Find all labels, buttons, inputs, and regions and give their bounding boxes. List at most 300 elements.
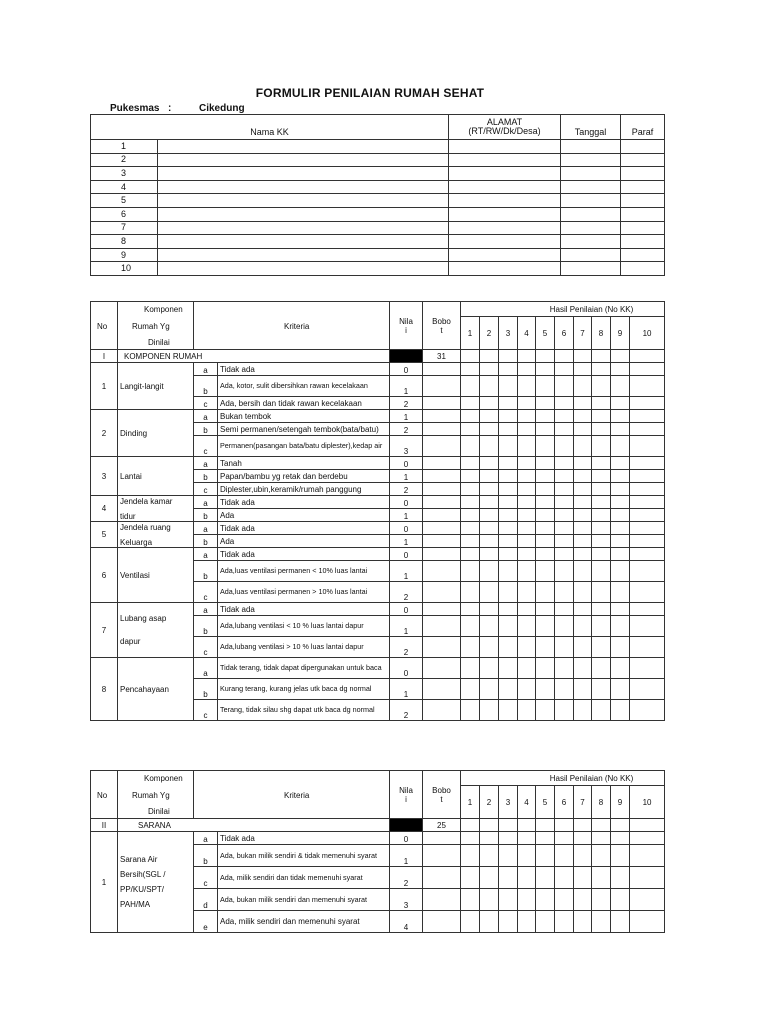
criteria-text: Semi permanen/setengah tembok(bata/batu) [218,423,390,436]
nama-kk-cell [158,180,449,194]
score-cell [480,845,499,867]
score-cell [480,867,499,889]
score-cell [536,496,555,509]
puskesmas-separator: : [168,103,172,114]
score-cell [555,867,574,889]
bobot-cell [423,582,461,603]
score-cell [480,423,499,436]
score-cell [574,423,592,436]
kk-column-header: 4 [518,317,536,350]
household-row [91,140,665,154]
household-header-row [91,115,665,140]
score-cell [480,548,499,561]
score-cell [611,483,630,496]
komponen-header: Komponen [118,302,194,317]
score-cell [518,889,536,911]
score-cell [480,376,499,397]
nama-kk-cell [158,221,449,235]
score-cell [499,509,518,522]
bobot-cell [423,845,461,867]
section-nilai-blank [390,819,423,832]
alamat-header-line1: ALAMAT [486,117,523,127]
score-cell [499,548,518,561]
household-row-number: 1 [91,140,158,154]
score-cell [592,376,611,397]
bobot-cell [423,410,461,423]
score-cell [592,548,611,561]
criteria-nilai: 1 [390,845,423,867]
score-cell [555,889,574,911]
score-cell [518,832,536,845]
nama-kk-header: Nama KK [91,115,449,140]
score-cell [518,603,536,616]
criteria-letter: b [194,509,218,522]
score-cell [574,496,592,509]
bobot-cell [423,423,461,436]
score-cell [611,509,630,522]
score-cell [518,483,536,496]
household-row [91,221,665,235]
kk-column-header: 3 [499,317,518,350]
bobot-header-line2: t [440,795,443,804]
bobot-cell [423,911,461,933]
score-cell [536,582,555,603]
nilai-header [390,786,423,805]
kk-column-header: 3 [499,786,518,819]
score-cell [518,410,536,423]
item-name [118,496,194,522]
score-cell [630,350,665,363]
criteria-letter: c [194,397,218,410]
criteria-text: Ada, milik sendiri dan memenuhi syarat [218,911,390,933]
score-cell [555,457,574,470]
kk-column-header: 6 [555,786,574,819]
score-cell [461,819,480,832]
household-row [91,180,665,194]
score-cell [536,603,555,616]
alamat-cell [449,235,561,249]
score-cell [555,561,574,582]
score-cell [480,509,499,522]
section-number: I [91,350,118,363]
score-cell [630,457,665,470]
paraf-cell [621,221,665,235]
tanggal-cell [561,167,621,181]
bobot-cell [423,457,461,470]
score-cell [574,363,592,376]
score-cell [555,397,574,410]
score-cell [630,535,665,548]
score-cell [536,470,555,483]
score-cell [499,700,518,721]
criteria-text: Tidak ada [218,548,390,561]
bobot-cell [423,889,461,911]
criteria-text: Ada,luas ventilasi permanen > 10% luas lantai [218,582,390,603]
score-cell [574,561,592,582]
score-cell [499,832,518,845]
section-nilai-blank [390,350,423,363]
score-cell [574,867,592,889]
score-cell [499,561,518,582]
item-name: Lantai [118,457,194,496]
criteria-row [91,548,665,561]
kk-column-header: 2 [480,786,499,819]
criteria-letter: a [194,603,218,616]
nama-kk-cell [158,248,449,262]
nilai-header-top [390,771,423,786]
score-cell [499,911,518,933]
score-cell [592,410,611,423]
score-cell [518,535,536,548]
score-cell [461,658,480,679]
kriteria-header-bottom [194,805,390,819]
score-cell [574,616,592,637]
score-cell [592,637,611,658]
bobot-cell [423,548,461,561]
score-cell [592,350,611,363]
bobot-cell [423,637,461,658]
score-cell [536,658,555,679]
score-cell [555,509,574,522]
score-cell [518,658,536,679]
household-row-number: 3 [91,167,158,181]
score-cell [630,889,665,911]
criteria-text: Ada [218,535,390,548]
score-cell [592,509,611,522]
paraf-header: Paraf [621,115,665,140]
household-row [91,207,665,221]
score-cell [499,603,518,616]
score-cell [461,470,480,483]
household-row-number: 8 [91,235,158,249]
item-name-line1: Jendela ruang [120,522,171,532]
score-cell [480,363,499,376]
paraf-cell [621,248,665,262]
kk-column-header: 6 [555,317,574,350]
criteria-nilai: 0 [390,603,423,616]
criteria-nilai: 0 [390,363,423,376]
criteria-row [91,457,665,470]
kriteria-header-top [194,771,390,786]
score-cell [461,483,480,496]
score-cell [461,397,480,410]
score-cell [630,410,665,423]
item-name: Langit-langit [118,363,194,410]
bobot-header-top [423,771,461,786]
criteria-letter: a [194,363,218,376]
bobot-cell [423,535,461,548]
score-cell [499,397,518,410]
score-cell [630,397,665,410]
score-cell [461,423,480,436]
score-cell [536,397,555,410]
score-cell [555,496,574,509]
score-cell [461,700,480,721]
household-row-number: 10 [91,262,158,276]
score-cell [461,616,480,637]
score-cell [536,509,555,522]
score-cell [555,363,574,376]
no-header: No [91,317,118,336]
score-cell [555,423,574,436]
score-cell [630,561,665,582]
household-row [91,153,665,167]
score-cell [480,483,499,496]
score-cell [555,911,574,933]
kk-column-header: 2 [480,317,499,350]
header-row-2 [91,786,665,805]
score-cell [574,457,592,470]
kk-column-header: 10 [630,317,665,350]
household-row [91,235,665,249]
criteria-text: Terang, tidak silau shg dapat utk baca dg normal [218,700,390,721]
score-cell [574,470,592,483]
score-cell [461,832,480,845]
criteria-nilai: 2 [390,483,423,496]
score-cell [461,363,480,376]
criteria-letter: a [194,832,218,845]
score-cell [630,509,665,522]
criteria-letter: a [194,658,218,679]
criteria-nilai: 1 [390,410,423,423]
score-cell [536,410,555,423]
item-name: Pencahayaan [118,658,194,721]
score-cell [592,522,611,535]
no-header-top [91,302,118,317]
score-cell [574,522,592,535]
kk-column-header: 9 [611,786,630,819]
score-cell [611,470,630,483]
score-cell [461,637,480,658]
paraf-cell [621,194,665,208]
score-cell [499,350,518,363]
criteria-nilai: 0 [390,548,423,561]
score-cell [611,819,630,832]
score-cell [555,470,574,483]
item-number: 5 [91,522,118,548]
score-cell [611,582,630,603]
alamat-cell [449,194,561,208]
score-cell [592,889,611,911]
criteria-nilai: 2 [390,700,423,721]
bobot-header-line2: t [440,326,443,335]
bobot-cell [423,658,461,679]
criteria-text: Tidak ada [218,363,390,376]
bobot-cell [423,679,461,700]
criteria-text: Ada, bukan milik sendiri dan memenuhi syarat [218,889,390,911]
kk-column-header: 4 [518,786,536,819]
rumah-yg-header: Rumah Yg [118,786,194,805]
score-cell [592,616,611,637]
score-cell [480,700,499,721]
score-cell [480,350,499,363]
score-cell [630,637,665,658]
score-cell [499,483,518,496]
criteria-nilai: 2 [390,397,423,410]
score-cell [555,582,574,603]
score-cell [499,658,518,679]
criteria-letter: a [194,457,218,470]
item-name [118,832,194,933]
alamat-cell [449,153,561,167]
score-cell [574,819,592,832]
score-cell [480,470,499,483]
criteria-letter: b [194,423,218,436]
score-cell [480,832,499,845]
criteria-nilai: 3 [390,889,423,911]
score-cell [630,522,665,535]
score-cell [630,423,665,436]
score-cell [630,603,665,616]
score-cell [611,410,630,423]
tanggal-cell [561,221,621,235]
score-cell [499,867,518,889]
score-cell [555,679,574,700]
score-cell [536,700,555,721]
criteria-text: Tidak ada [218,603,390,616]
score-cell [461,911,480,933]
kriteria-header-bottom [194,336,390,350]
score-cell [555,637,574,658]
score-cell [461,350,480,363]
kk-column-header: 9 [611,317,630,350]
score-cell [611,496,630,509]
section-name: KOMPONEN RUMAH [118,350,390,363]
tanggal-cell [561,248,621,262]
score-cell [518,509,536,522]
criteria-row [91,832,665,845]
item-name: Ventilasi [118,548,194,603]
score-cell [499,496,518,509]
score-cell [499,423,518,436]
score-cell [461,376,480,397]
household-row-number: 6 [91,207,158,221]
score-cell [499,535,518,548]
dinilai-header: Dinilai [118,805,194,819]
score-cell [536,522,555,535]
criteria-nilai: 1 [390,616,423,637]
item-name [118,603,194,658]
kk-column-header: 5 [536,317,555,350]
section1-body [91,350,665,721]
score-cell [555,350,574,363]
item-number: 3 [91,457,118,496]
score-cell [518,376,536,397]
score-cell [592,457,611,470]
kk-column-header: 8 [592,786,611,819]
score-cell [518,819,536,832]
score-cell [574,548,592,561]
score-cell [499,376,518,397]
item-name [118,522,194,548]
item-name-line2: tidur [120,511,136,521]
score-cell [611,889,630,911]
criteria-letter: b [194,845,218,867]
score-cell [499,679,518,700]
score-cell [630,679,665,700]
criteria-text: Ada,luas ventilasi permanen < 10% luas lantai [218,561,390,582]
bobot-cell [423,509,461,522]
score-cell [592,700,611,721]
criteria-row [91,363,665,376]
score-cell [630,483,665,496]
criteria-text: Ada, milik sendiri dan tidak memenuhi syarat [218,867,390,889]
criteria-text: Diplester,ubin,keramik/rumah panggung [218,483,390,496]
section2-header [91,771,665,819]
criteria-nilai: 1 [390,376,423,397]
score-cell [611,548,630,561]
kk-column-header: 10 [630,786,665,819]
criteria-letter: d [194,889,218,911]
tanggal-cell [561,235,621,249]
criteria-letter: c [194,436,218,457]
score-cell [574,679,592,700]
score-cell [461,603,480,616]
household-row-number: 7 [91,221,158,235]
criteria-letter: c [194,867,218,889]
paraf-cell [621,153,665,167]
score-cell [555,376,574,397]
score-cell [592,845,611,867]
kk-column-header: 7 [574,317,592,350]
nilai-header-top [390,302,423,317]
score-cell [480,603,499,616]
score-cell [592,397,611,410]
score-cell [499,410,518,423]
score-cell [480,616,499,637]
bobot-cell [423,496,461,509]
score-cell [592,679,611,700]
score-cell [611,350,630,363]
score-cell [499,522,518,535]
criteria-nilai: 0 [390,522,423,535]
page-title: FORMULIR PENILAIAN RUMAH SEHAT [255,86,485,100]
kk-column-header: 1 [461,786,480,819]
score-cell [592,363,611,376]
score-cell [630,819,665,832]
score-cell [461,522,480,535]
score-cell [574,911,592,933]
score-cell [555,535,574,548]
score-cell [630,376,665,397]
item-number: 8 [91,658,118,721]
tanggal-cell [561,153,621,167]
bobot-header [423,317,461,336]
score-cell [518,457,536,470]
alamat-cell [449,167,561,181]
score-cell [518,436,536,457]
tanggal-cell [561,194,621,208]
paraf-cell [621,207,665,221]
score-cell [611,603,630,616]
household-row [91,248,665,262]
score-cell [518,867,536,889]
no-header-top [91,771,118,786]
score-cell [518,496,536,509]
score-cell [630,470,665,483]
kk-column-header: 5 [536,786,555,819]
score-cell [630,658,665,679]
criteria-text: Tidak terang, tidak dapat dipergunakan untuk baca [218,658,390,679]
score-cell [555,548,574,561]
nama-kk-cell [158,194,449,208]
alamat-header-line2: (RT/RW/Dk/Desa) [468,126,541,136]
household-row-number: 9 [91,248,158,262]
score-cell [592,832,611,845]
score-cell [480,397,499,410]
score-cell [574,509,592,522]
score-cell [480,522,499,535]
